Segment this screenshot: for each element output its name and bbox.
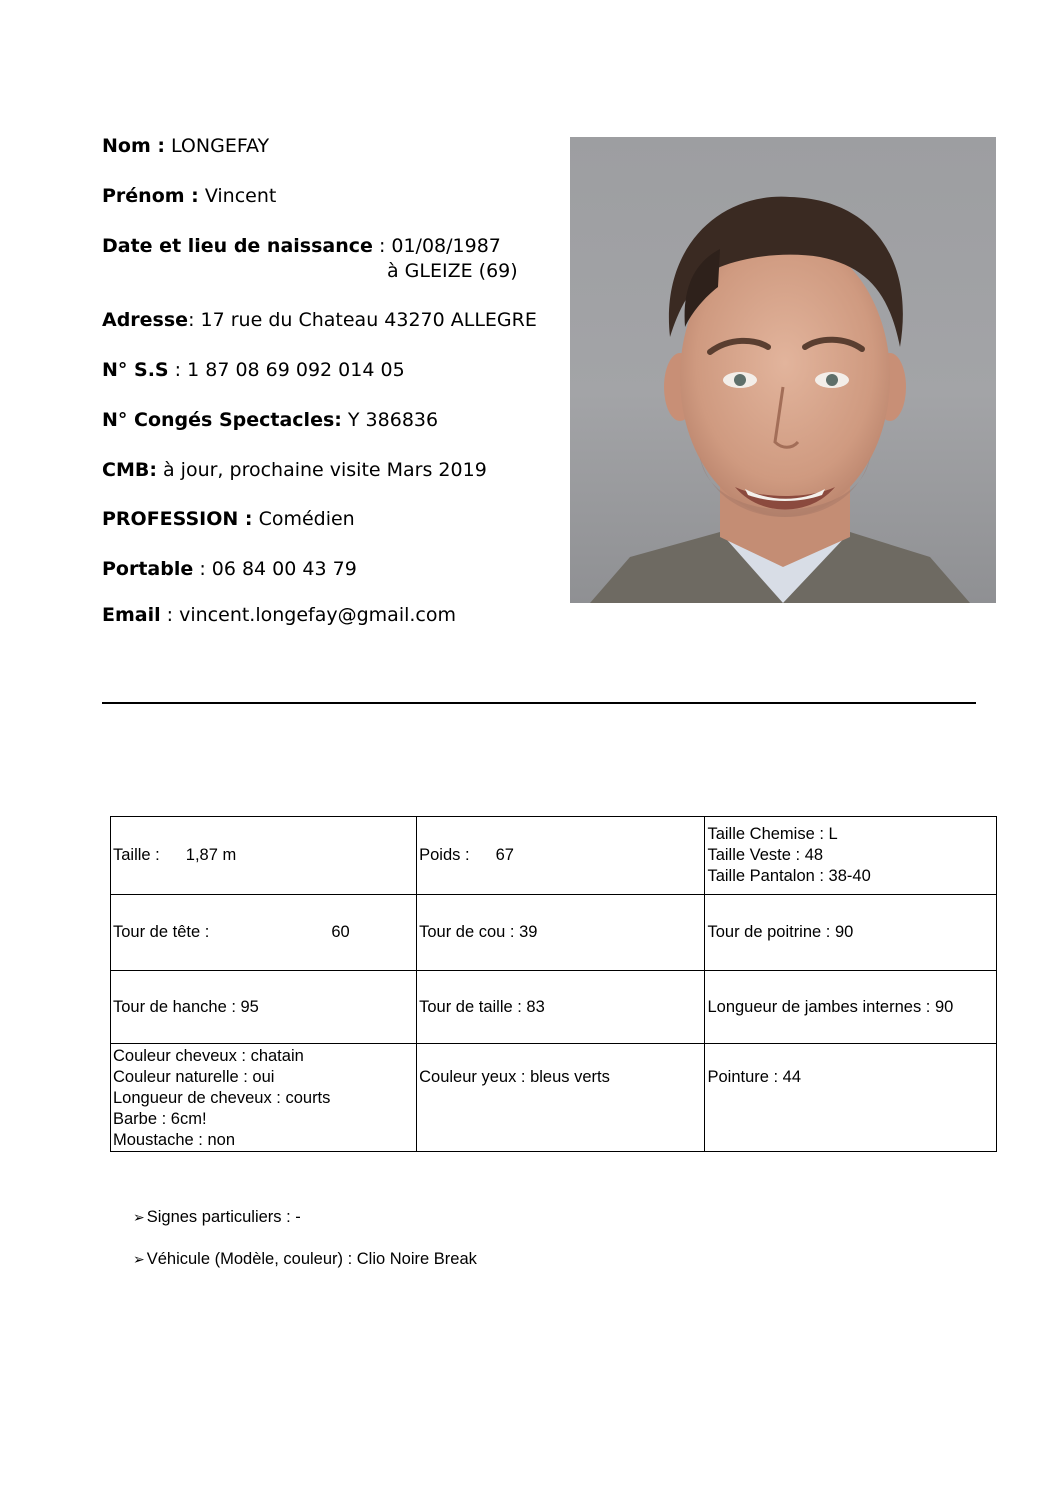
profession-value: Comédien xyxy=(258,508,355,530)
portable-line xyxy=(102,557,357,581)
pantalon-text: Taille Pantalon : 38-40 xyxy=(707,867,871,885)
adresse-line xyxy=(102,308,537,332)
portrait-photo xyxy=(570,137,996,603)
yeux-cell: Couleur yeux : bleus verts xyxy=(417,1044,705,1152)
ss-label: N° S.S xyxy=(102,359,169,381)
ss-line xyxy=(102,358,405,382)
barbe-text: Barbe : 6cm! xyxy=(113,1110,207,1128)
poids-value: 67 xyxy=(495,846,514,864)
moustache-text: Moustache : non xyxy=(113,1131,235,1149)
conges-value: Y 386836 xyxy=(347,409,439,431)
adresse-label: Adresse xyxy=(102,309,189,331)
taille-cell xyxy=(111,817,417,895)
table-row xyxy=(111,971,997,1044)
nom-value: LONGEFAY xyxy=(171,135,270,157)
naissance-line xyxy=(102,234,501,258)
cmb-label: CMB: xyxy=(102,459,157,481)
portable-label: Portable xyxy=(102,558,194,580)
tour-hanche-cell: Tour de hanche : 95 xyxy=(111,971,417,1044)
poids-label: Poids : xyxy=(419,846,470,864)
email-value: : vincent.longefay@gmail.com xyxy=(166,604,457,626)
signes-particuliers-item xyxy=(133,1207,301,1227)
tailles-vetements-cell xyxy=(705,817,997,895)
portable-value: : 06 84 00 43 79 xyxy=(199,558,357,580)
naissance-label: Date et lieu de naissance xyxy=(102,235,373,257)
tour-poitrine-cell: Tour de poitrine : 90 xyxy=(705,895,997,971)
signes-text: Signes particuliers : - xyxy=(146,1208,301,1226)
tour-tete-value: 60 xyxy=(331,923,350,941)
naissance-lieu: à GLEIZE (69) xyxy=(387,260,518,282)
conges-label: N° Congés Spectacles: xyxy=(102,409,342,431)
chemise-text: Taille Chemise : L xyxy=(707,825,838,843)
vehicule-item xyxy=(133,1249,477,1269)
naissance-value: : 01/08/1987 xyxy=(378,235,501,257)
adresse-value: : 17 rue du Chateau 43270 ALLEGRE xyxy=(188,309,537,331)
nom-line xyxy=(102,134,269,158)
tour-cou-cell: Tour de cou : 39 xyxy=(417,895,705,971)
prenom-line xyxy=(102,184,276,208)
measurements-table xyxy=(110,816,997,1152)
cheveux-couleur-text: Couleur cheveux : chatain xyxy=(113,1047,304,1065)
couleur-naturelle-text: Couleur naturelle : oui xyxy=(113,1068,275,1086)
arrow-bullet-icon: ➢ xyxy=(133,1251,145,1267)
tour-taille-cell: Tour de taille : 83 xyxy=(417,971,705,1044)
pointure-cell: Pointure : 44 xyxy=(705,1044,997,1152)
tour-tete-label: Tour de tête : xyxy=(113,923,210,941)
vehicule-text: Véhicule (Modèle, couleur) : Clio Noire Break xyxy=(146,1250,477,1268)
cheveux-longueur-text: Longueur de cheveux : courts xyxy=(113,1089,331,1107)
table-row xyxy=(111,895,997,971)
ss-value: : 1 87 08 69 092 014 05 xyxy=(174,359,405,381)
jambes-cell: Longueur de jambes internes : 90 xyxy=(705,971,997,1044)
prenom-value: Vincent xyxy=(204,185,277,207)
prenom-label: Prénom : xyxy=(102,185,199,207)
nom-label: Nom : xyxy=(102,135,165,157)
table-row xyxy=(111,1044,997,1152)
email-line xyxy=(102,603,456,627)
portrait-illustration xyxy=(570,137,996,603)
arrow-bullet-icon: ➢ xyxy=(133,1209,145,1225)
table-row xyxy=(111,817,997,895)
tour-tete-cell xyxy=(111,895,417,971)
cmb-value: à jour, prochaine visite Mars 2019 xyxy=(162,459,487,481)
poids-cell xyxy=(417,817,705,895)
cheveux-cell xyxy=(111,1044,417,1152)
veste-text: Taille Veste : 48 xyxy=(707,846,824,864)
email-label: Email xyxy=(102,604,161,626)
taille-value: 1,87 m xyxy=(185,846,237,864)
profession-label: PROFESSION : xyxy=(102,508,253,530)
profession-line xyxy=(102,507,355,531)
taille-label: Taille : xyxy=(113,846,160,864)
section-divider xyxy=(102,702,976,704)
conges-line xyxy=(102,408,438,432)
cmb-line xyxy=(102,458,487,482)
